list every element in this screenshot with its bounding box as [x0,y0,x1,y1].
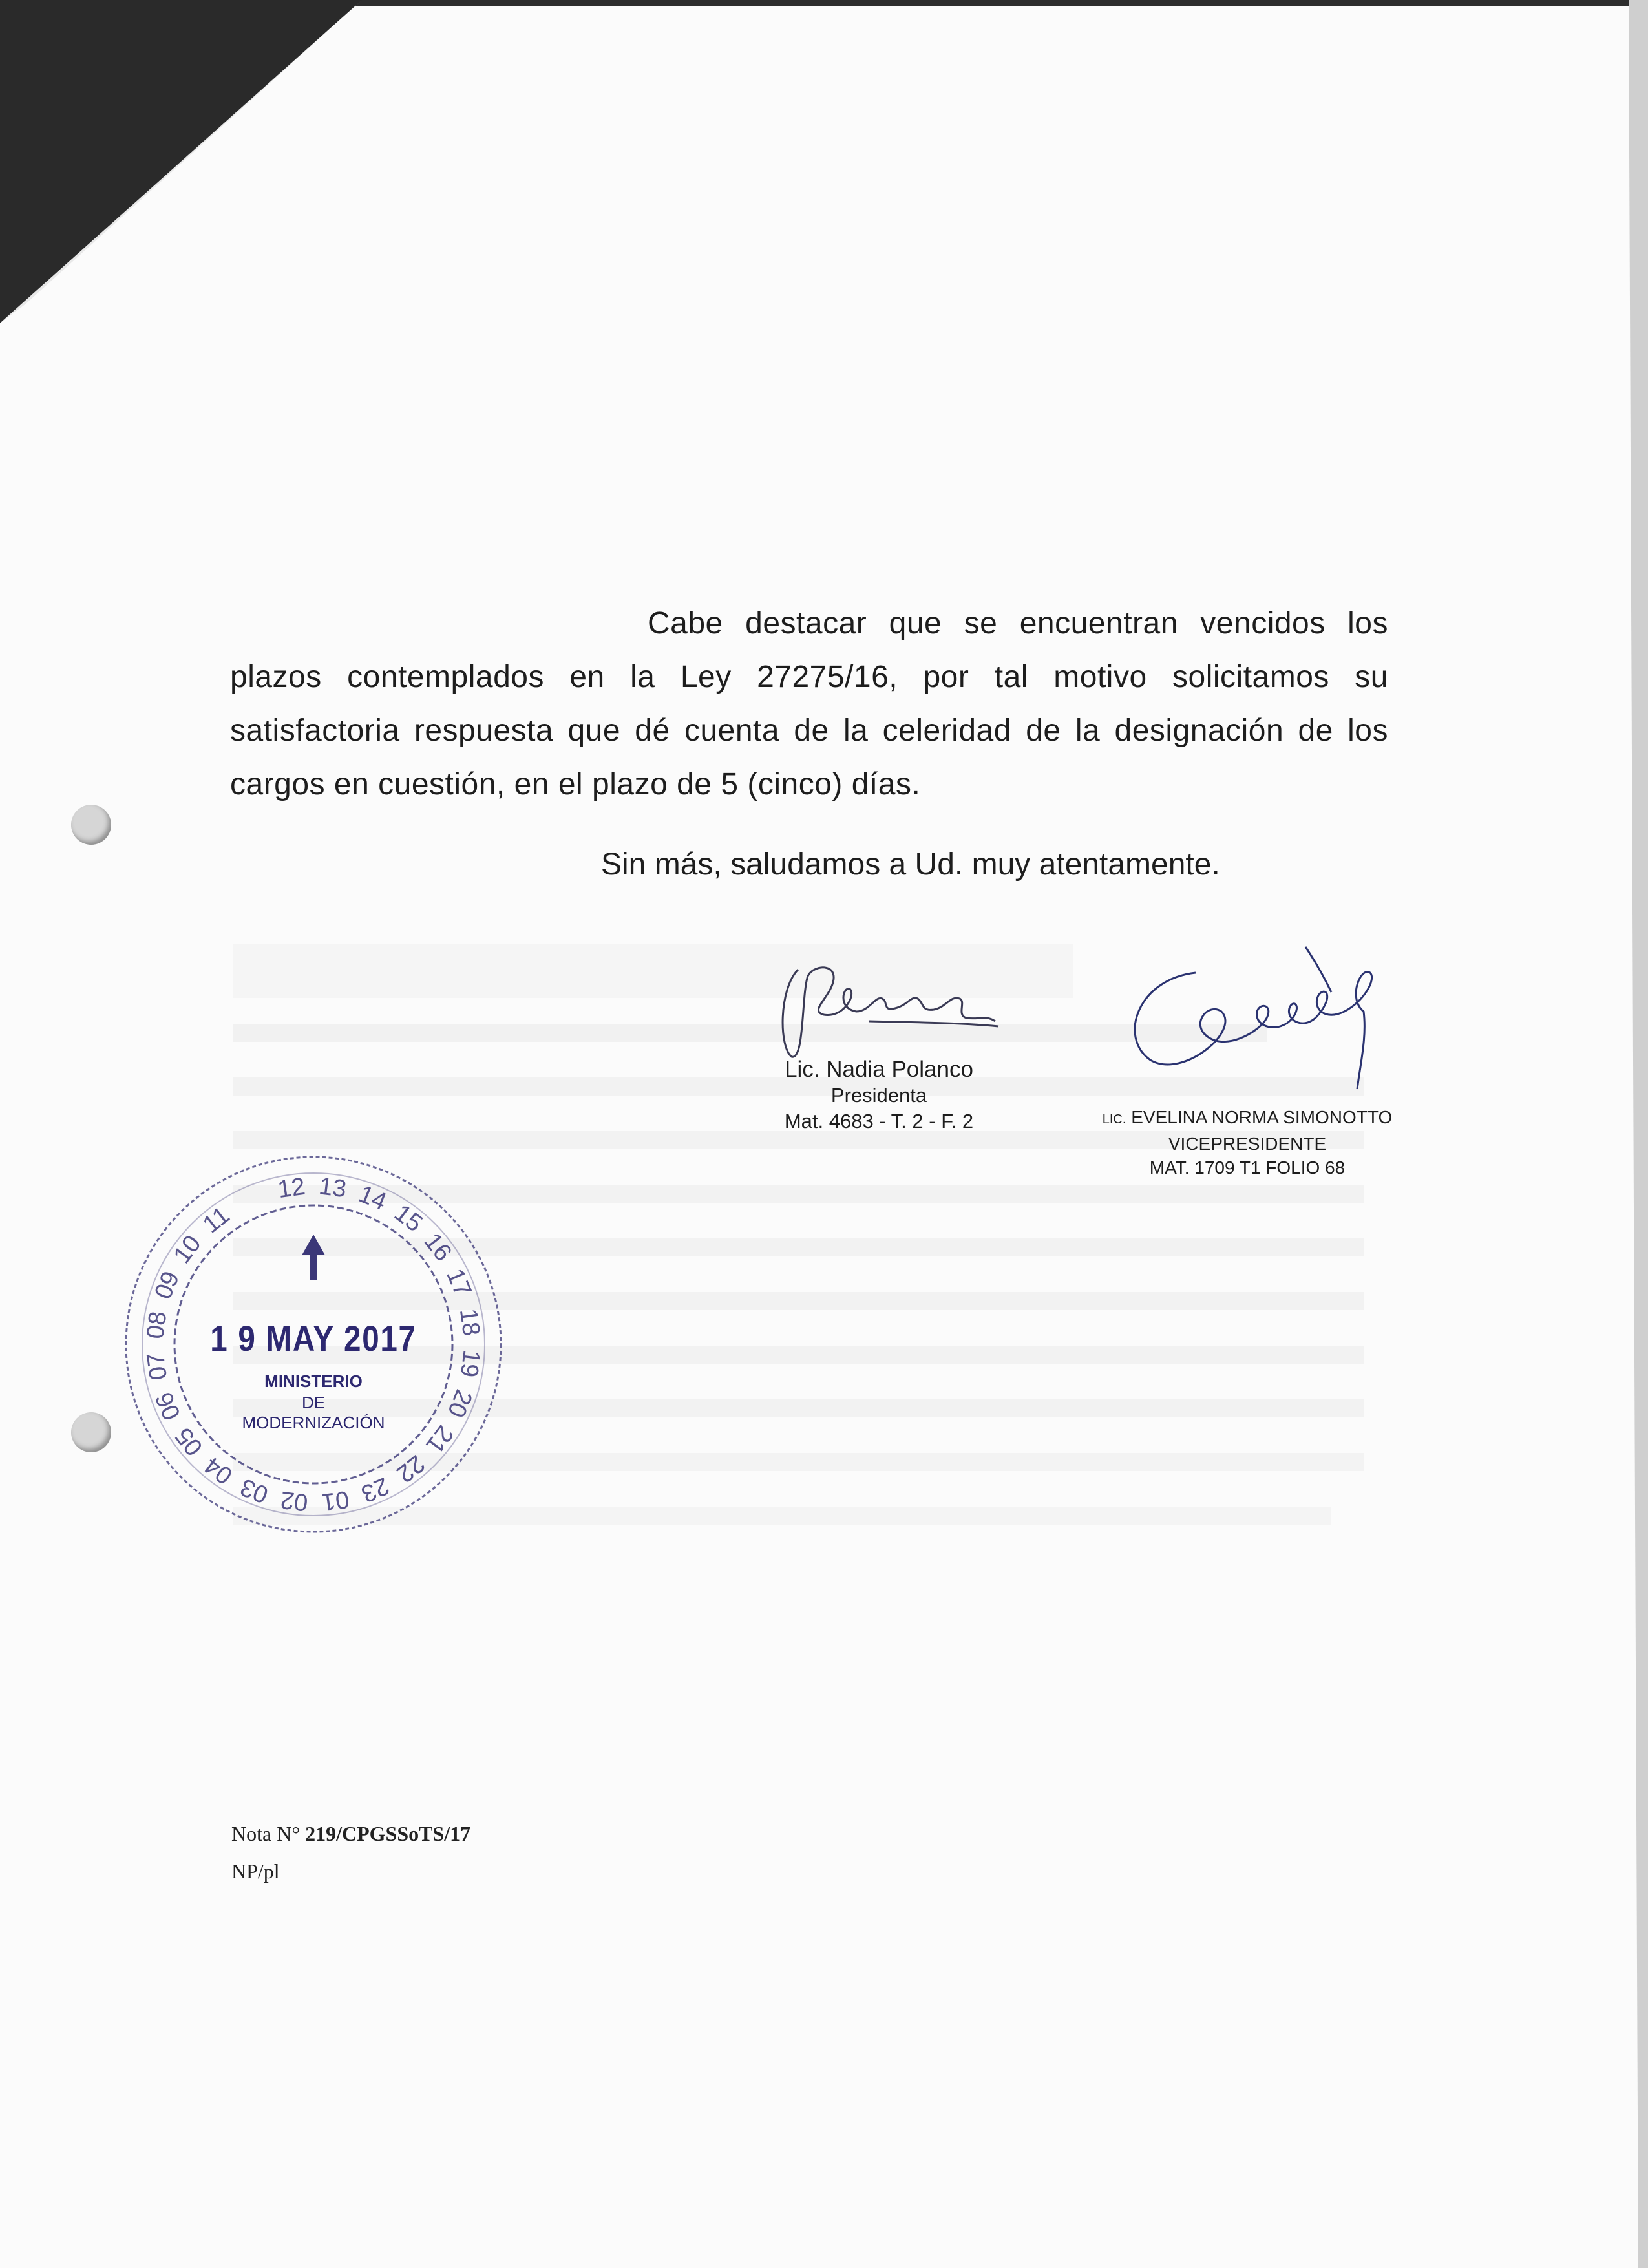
closing-line: Sin más, saludamos a Ud. muy atentamente. [601,847,1220,882]
stamp-date: 1 9 MAY 2017 [210,1318,417,1359]
letter-body [230,597,1388,811]
reception-date-stamp [113,1144,514,1545]
stamp-dial-number: 15 [389,1199,428,1238]
stamp-dial-number: 03 [237,1472,273,1509]
punch-hole-top [71,805,111,845]
stamp-dial-number: 10 [168,1230,207,1269]
stamp-dial-number: 12 [276,1172,307,1204]
stamp-modernizacion: MODERNIZACIÓN [242,1413,385,1432]
note-prefix: Nota N° [231,1822,301,1845]
stamp-dial-number: 22 [391,1449,430,1488]
stamp-dial-number: 08 [142,1309,173,1341]
stamp-dial-number: 11 [198,1202,235,1239]
stamp-dial-number: 04 [199,1451,238,1490]
stamp-dial-number: 17 [441,1264,477,1301]
signatory-1-name: Lic. Nadia Polanco [785,1057,973,1082]
stamp-dial-number: 23 [357,1472,394,1508]
punch-hole-bottom [71,1412,111,1452]
stamp-dial-number: 20 [441,1385,478,1421]
stamp-dial-number: 05 [170,1422,209,1461]
stamp-dial-number: 16 [418,1228,457,1267]
stamp-dial-number: 13 [317,1172,348,1203]
stamp-dial-number: 06 [150,1388,186,1425]
signatory-vicepresidente [1092,1105,1402,1180]
note-number: 219/CPGSSoTS/17 [305,1822,471,1845]
stamp-dial-number: 02 [279,1485,310,1516]
note-number-line [231,1815,470,1852]
typist-initials: NP/pl [231,1860,280,1883]
stamp-ministry: MINISTERIO [264,1372,363,1391]
stamp-dial-number: 14 [354,1180,390,1216]
signatory-2-prefix: LIC. [1102,1112,1126,1127]
signatory-2-name: EVELINA NORMA SIMONOTTO [1131,1107,1393,1127]
stamp-dial-number: 01 [320,1485,351,1516]
stamp-de: DE [301,1393,326,1412]
stamp-dial-number: 21 [420,1420,459,1459]
signatory-2-name-line [1092,1105,1402,1132]
stamp-dial-number: 07 [142,1351,173,1382]
signatory-1-registration: Mat. 4683 - T. 2 - F. 2 [784,1110,974,1132]
signatory-1-role: Presidenta [830,1084,927,1107]
stamp-dial-number: 09 [149,1267,185,1304]
stamp-dial-number: 18 [454,1307,485,1338]
paragraph-deadline: Cabe destacar que se encuentran vencidos los plazos contemplados en la Ley 27275/16, por tal motivo solicitamos su satisfactoria respuesta que dé cuenta de la celeridad de la designación de los cargos en cuestión, en el plazo de 5 (cinco) días. [230,606,1388,801]
stamp-dial-number: 19 [454,1348,485,1379]
signatory-2-role: VICEPRESIDENTE [1168,1134,1327,1154]
signatory-2-registration: MAT. 1709 T1 FOLIO 68 [1149,1158,1346,1178]
note-reference [231,1815,470,1890]
signature-simonotto [1112,940,1396,1096]
signatory-presidenta [743,1057,1015,1134]
